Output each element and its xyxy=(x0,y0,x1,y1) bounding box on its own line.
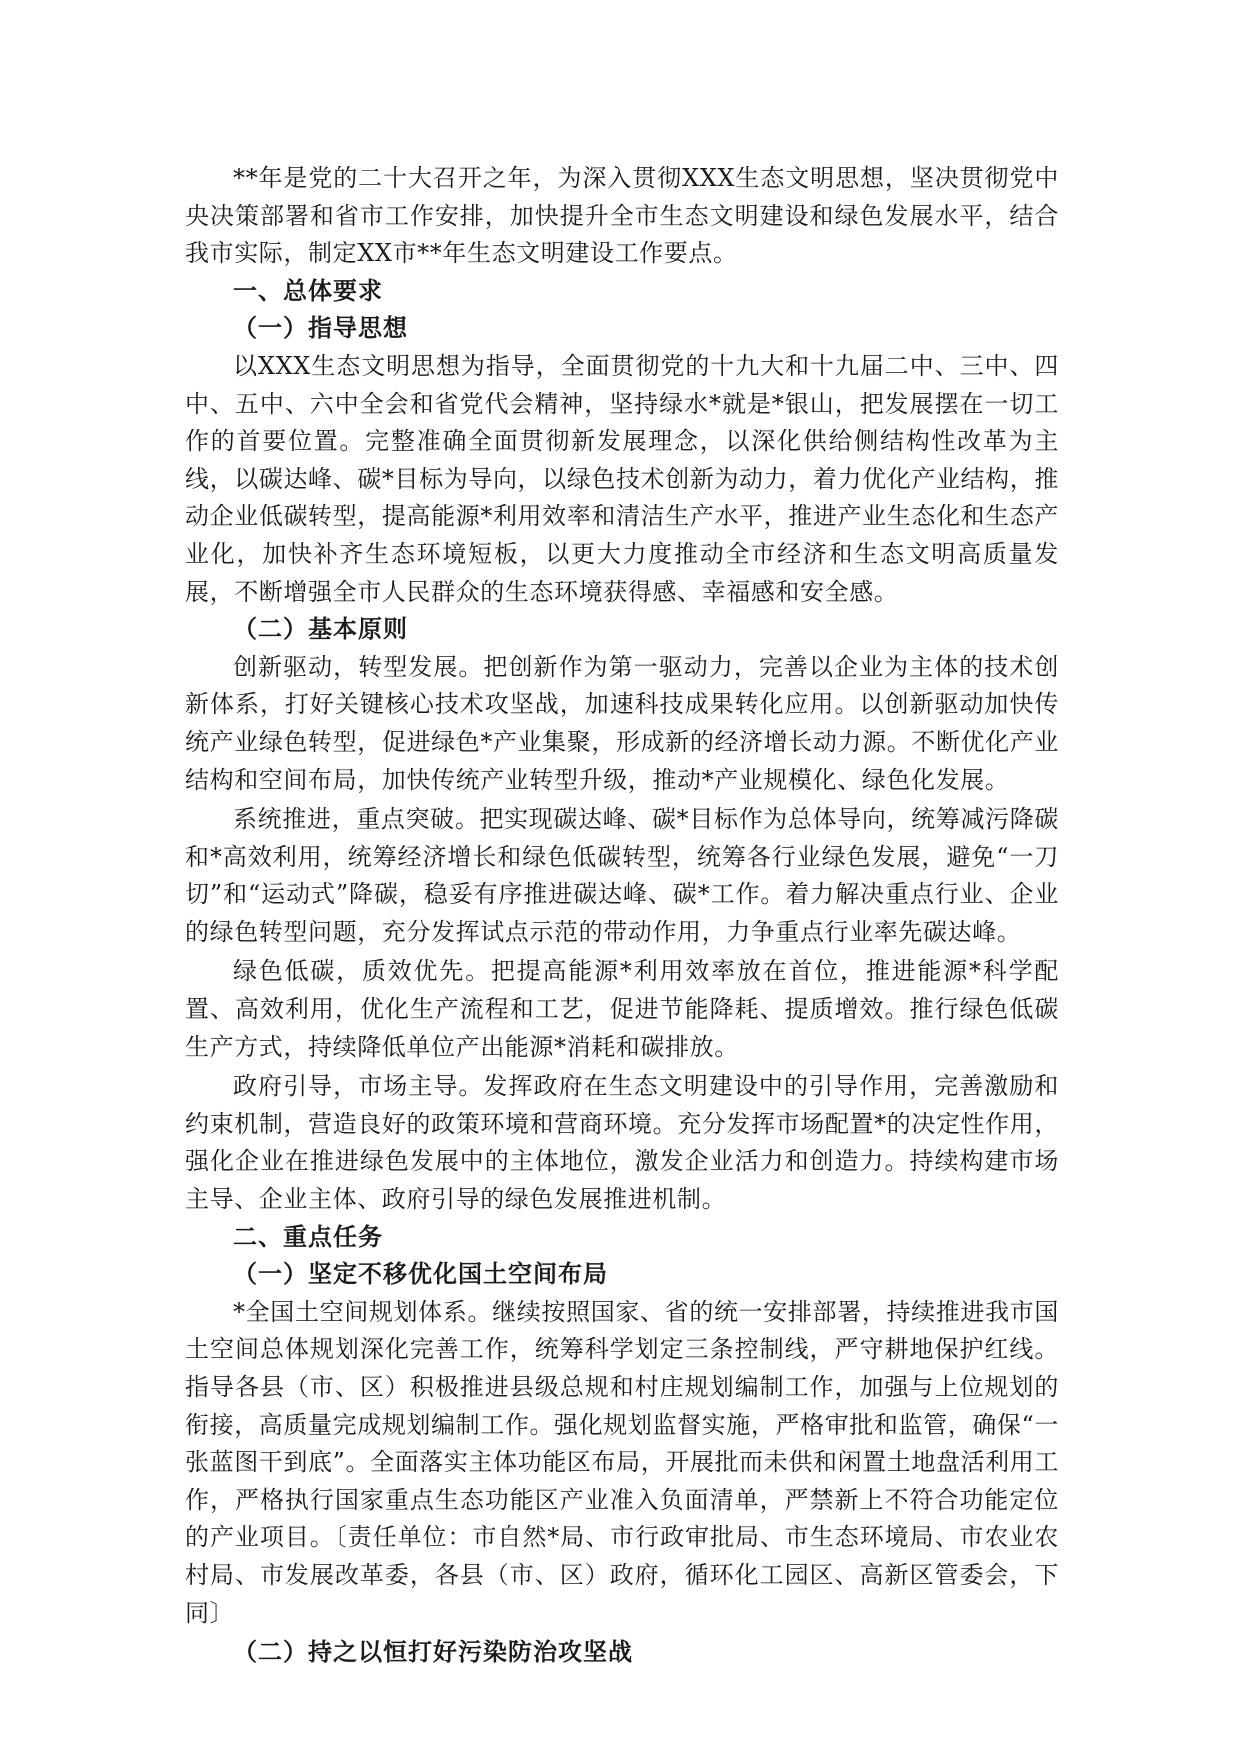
section-1-sub-1-heading: （一）指导思想 xyxy=(233,314,408,343)
guiding-thought-paragraph: 以XXX生态文明思想为指导，全面贯彻党的十九大和十九届二中、三中、四中、五中、六中全会和省党代会精神，坚持绿水*就是*银山，把发展摆在一切工作的首要位置。完整准确全面贯彻新发展理念，以深化供给侧结构性改革为主线，以碳达峰、碳*目标为导向，以绿色技术创新为动力，着力优化产业结构，推动企业低碳转型，提高能源*利用效率和清洁生产水平，推进产业生态化和生态产业化，加快补齐生态环境短板，以更大力度推动全市经济和生态文明高质量发展，不断增强全市人民群众的生态环境获得感、幸福感和安全感。 xyxy=(185,351,1059,606)
principle-government-paragraph: 政府引导，市场主导。发挥政府在生态文明建设中的引导作用，完善激励和约束机制，营造良好的政策环境和营商环境。充分发挥市场配置*的决定性作用，强化企业在推进绿色发展中的主体地位，激发企业活力和创造力。持续构建市场主导、企业主体、政府引导的绿色发展推进机制。 xyxy=(185,1072,1059,1214)
section-2-sub-1-heading: （一）坚定不移优化国土空间布局 xyxy=(233,1260,608,1289)
principle-green-paragraph: 绿色低碳，质效优先。把提高能源*利用效率放在首位，推进能源*科学配置、高效利用，优化生产流程和工艺，促进节能降耗、提质增效。推行绿色低碳生产方式，持续降低单位产出能源*消耗和碳排放。 xyxy=(185,957,1059,1061)
section-2-sub-2-heading: （二）持之以恒打好污染防治攻坚战 xyxy=(233,1638,633,1667)
spatial-planning-paragraph: *全国土空间规划体系。继续按照国家、省的统一安排部署，持续推进我市国土空间总体规划深化完善工作，统筹科学划定三条控制线，严守耕地保护红线。指导各县（市、区）积极推进县级总规和村庄规划编制工作，加强与上位规划的衔接，高质量完成规划编制工作。强化规划监督实施，严格审批和监管，确保“一张蓝图干到底”。全面落实主体功能区布局，开展批而未供和闲置土地盘活利用工作，严格执行国家重点生态功能区产业准入负面清单，严禁新上不符合功能定位的产业项目。〔责任单位：市自然*局、市行政审批局、市生态环境局、市农业农村局、市发展改革委，各县（市、区）政府，循环化工园区、高新区管委会，下同〕 xyxy=(185,1297,1059,1627)
section-2-heading: 二、重点任务 xyxy=(233,1222,383,1251)
principle-systematic-paragraph: 系统推进，重点突破。把实现碳达峰、碳*目标作为总体导向，统筹减污降碳和*高效利用，统筹经济增长和绿色低碳转型，统筹各行业绿色发展，避免“一刀切”和“运动式”降碳，稳妥有序推进碳达峰、碳*工作。着力解决重点行业、企业的绿色转型问题，充分发挥试点示范的带动作用，力争重点行业率先碳达峰。 xyxy=(185,805,1059,946)
document-body xyxy=(185,160,1059,1672)
principle-innovation-paragraph: 创新驱动，转型发展。把创新作为第一驱动力，完善以企业为主体的技术创新体系，打好关键核心技术攻坚战，加速科技成果转化应用。以创新驱动加快传统产业绿色转型，促进绿色*产业集聚，形成新的经济增长动力源。不断优化产业结构和空间布局，加快传统产业转型升级，推动*产业规模化、绿色化发展。 xyxy=(185,652,1059,794)
intro-paragraph: **年是党的二十大召开之年，为深入贯彻XXX生态文明思想，坚决贯彻党中央决策部署和省市工作安排，加快提升全市生态文明建设和绿色发展水平，结合我市实际，制定XX市**年生态文明建设工作要点。 xyxy=(185,164,1059,268)
section-1-heading: 一、总体要求 xyxy=(233,276,383,305)
section-1-sub-2-heading: （二）基本原则 xyxy=(233,615,408,644)
